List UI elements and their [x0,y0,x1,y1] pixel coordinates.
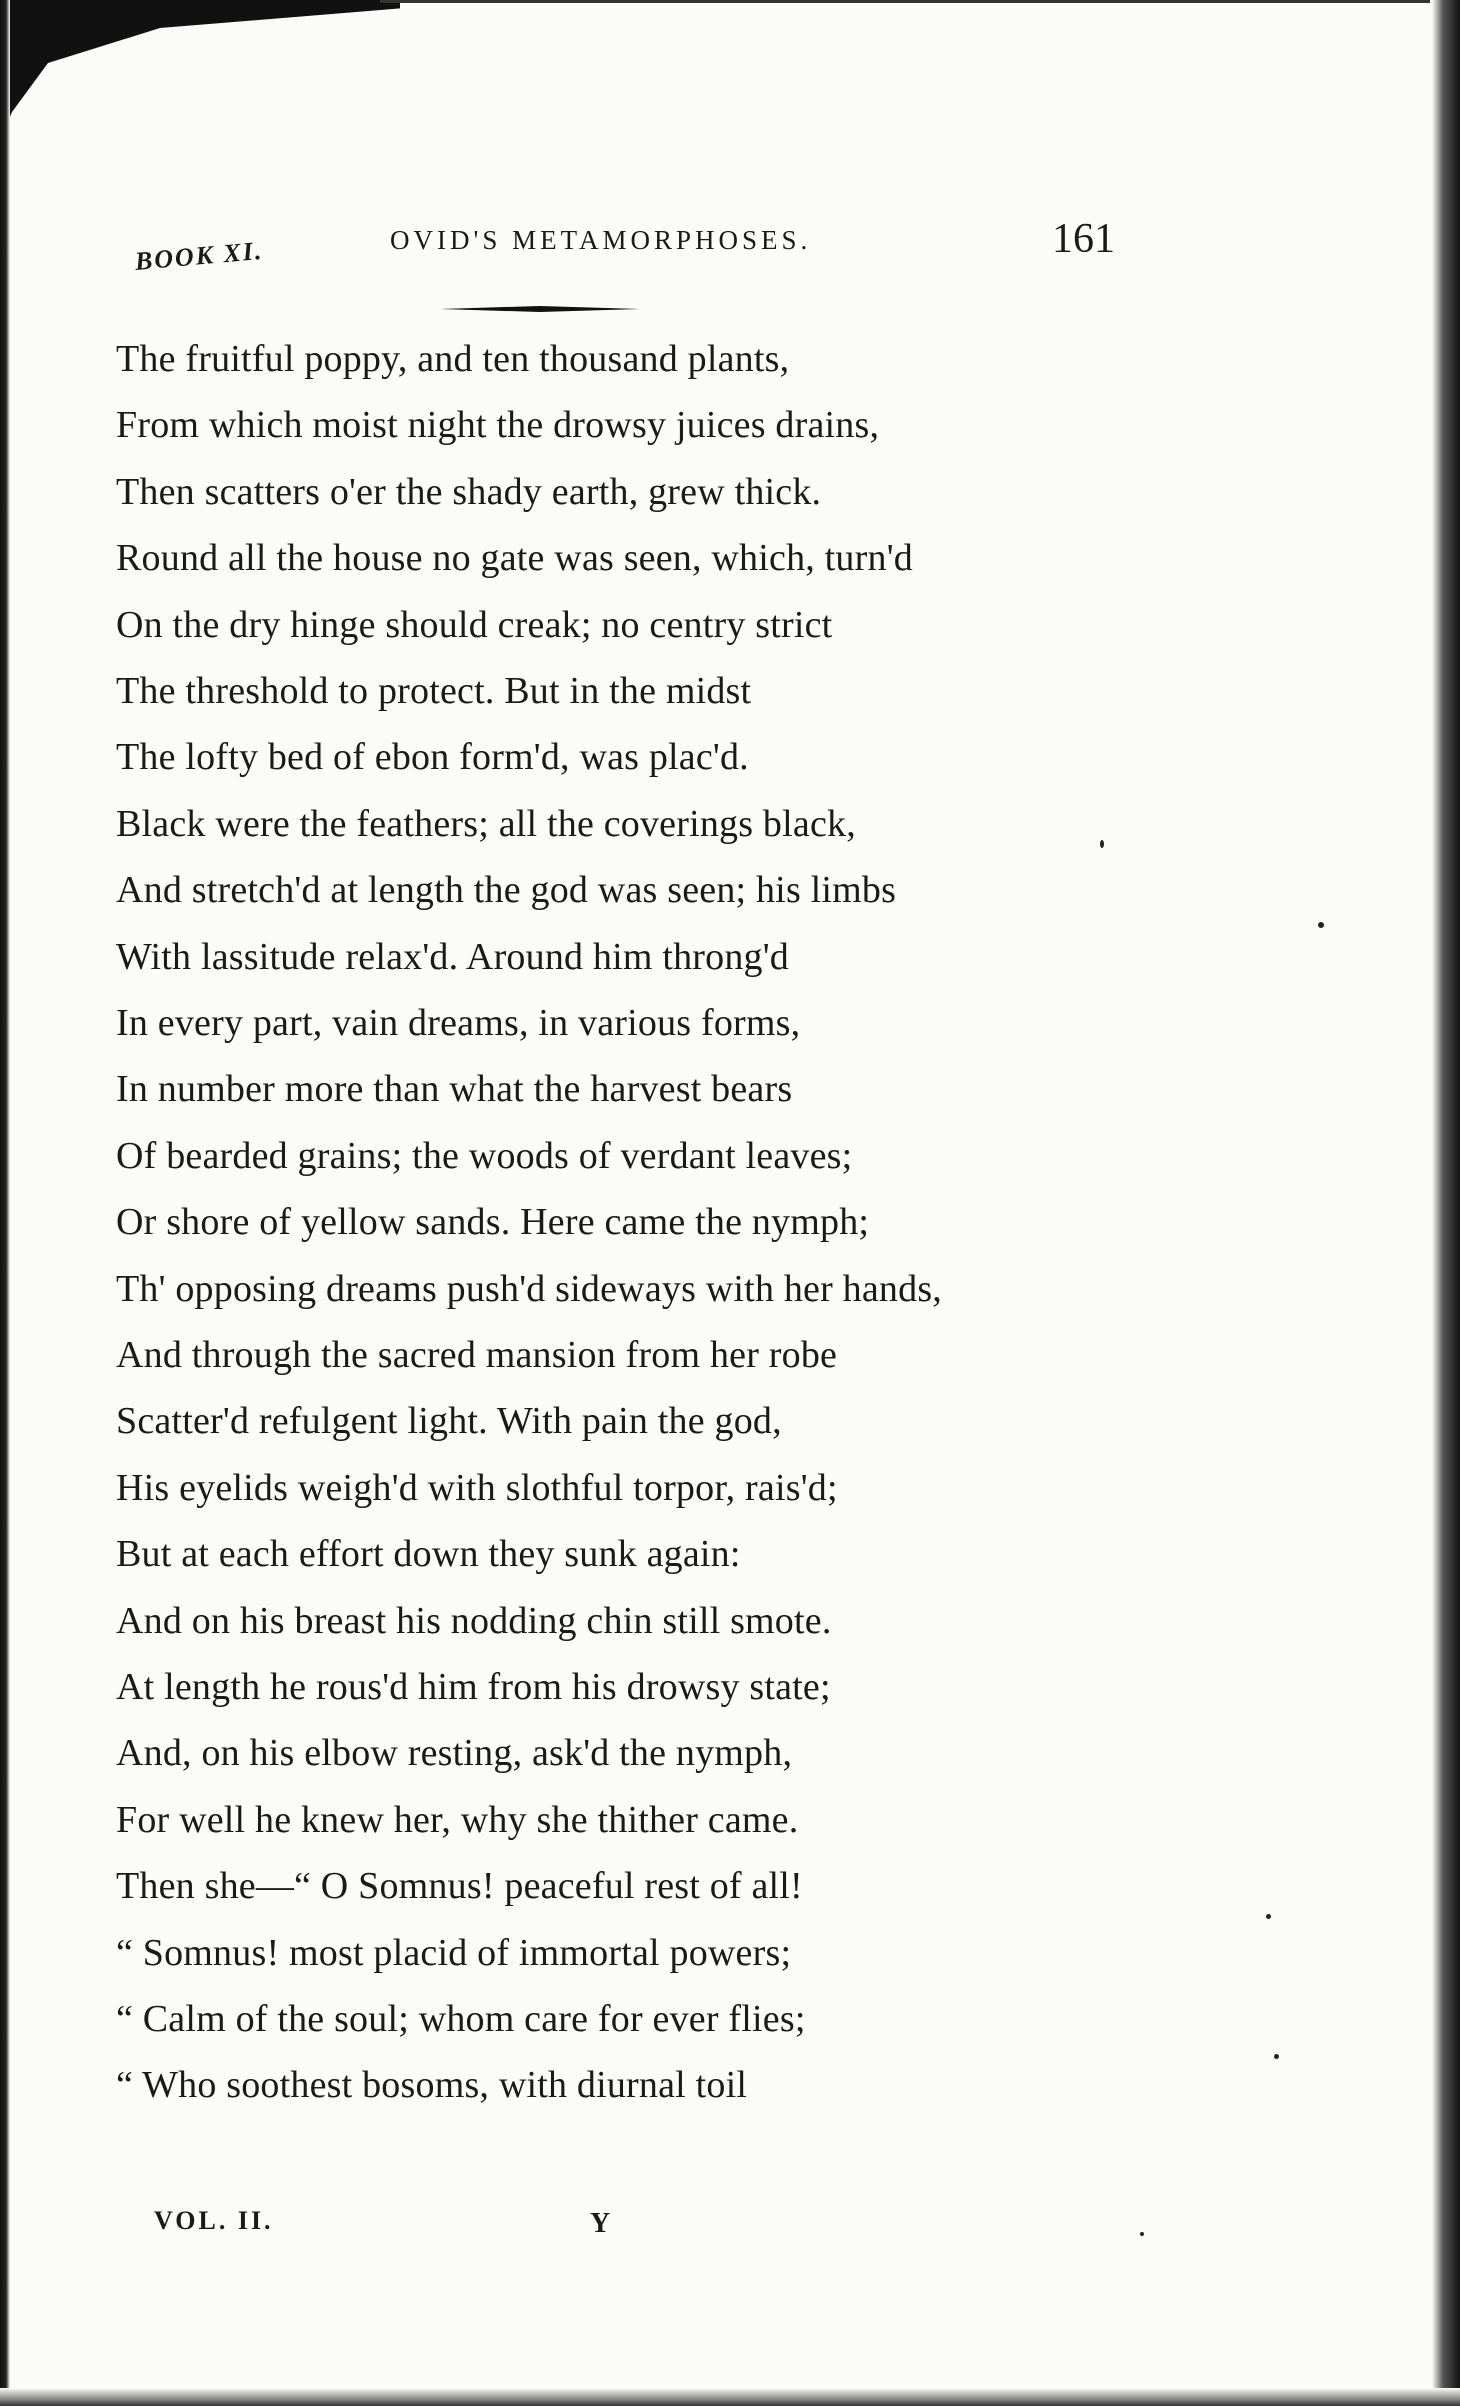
verse-line: The fruitful poppy, and ten thousand plants, [116,338,790,380]
header-rule [440,306,640,312]
verse-line: In number more than what the harvest bears [116,1068,793,1111]
verse-line: Of bearded grains; the woods of verdant leaves; [116,1134,853,1177]
scan-top-edge [380,0,1430,3]
verse-line: And through the sacred mansion from her robe [116,1334,838,1376]
verse-line: Then scatters o'er the shady earth, grew thick. [116,470,822,513]
verse-line: Black were the feathers; all the coverings black, [116,802,856,845]
scan-left-edge [0,0,10,2406]
verse-line: But at each effort down they sunk again: [116,1533,741,1576]
signature-mark: Y [590,2208,611,2239]
verse-line: Then she—“ O Somnus! peaceful rest of all! [116,1865,803,1908]
scan-corner-shadow [0,0,400,140]
verse-line: “ Somnus! most placid of immortal powers; [116,1931,792,1974]
running-title: OVID'S METAMORPHOSES. [390,225,812,255]
book-label: BOOK XI. [133,235,265,276]
verse-line: For well he knew her, why she thither came. [116,1798,799,1841]
scan-bottom-edge [0,2388,1460,2406]
scan-right-edge [1432,0,1460,2406]
verse-line: His eyelids weigh'd with slothful torpor, rais'd; [116,1466,838,1509]
volume-label: VOL. II. [154,2206,274,2235]
verse-line: The lofty bed of ebon form'd, was plac'd. [116,736,749,779]
verse-line: And, on his elbow resting, ask'd the nymph, [116,1732,793,1775]
scan-speck [1140,2232,1144,2236]
verse-line: With lassitude relax'd. Around him throng'd [116,935,790,978]
verse-line: Or shore of yellow sands. Here came the nymph; [116,1201,870,1244]
scan-speck [1266,1914,1271,1919]
scan-speck [1274,2054,1279,2059]
scan-speck [1318,922,1324,928]
verse-line: “ Who soothest bosoms, with diurnal toil [116,2064,748,2107]
verse-line: In every part, vain dreams, in various forms, [116,1002,801,1044]
verse-line: And on his breast his nodding chin still smote. [116,1599,832,1642]
verse-line: From which moist night the drowsy juices drains, [116,404,880,447]
verse-line: On the dry hinge should creak; no centry strict [116,603,833,646]
verse-line: At length he rous'd him from his drowsy state; [116,1666,831,1708]
verse-line: Round all the house no gate was seen, which, turn'd [116,537,913,580]
page-footer [150,2200,750,2260]
scan-speck [1100,840,1104,848]
page-number: 161 [1052,216,1115,262]
verse-line: “ Calm of the soul; whom care for ever flies; [116,1998,806,2040]
verse-line: Scatter'd refulgent light. With pain the god, [116,1400,782,1443]
running-header [130,215,1120,285]
verse-line: The threshold to protect. But in the midst [116,670,752,712]
verse-line: Th' opposing dreams push'd sideways with her hands, [116,1267,943,1310]
verse-line: And stretch'd at length the god was seen; his limbs [116,869,897,912]
